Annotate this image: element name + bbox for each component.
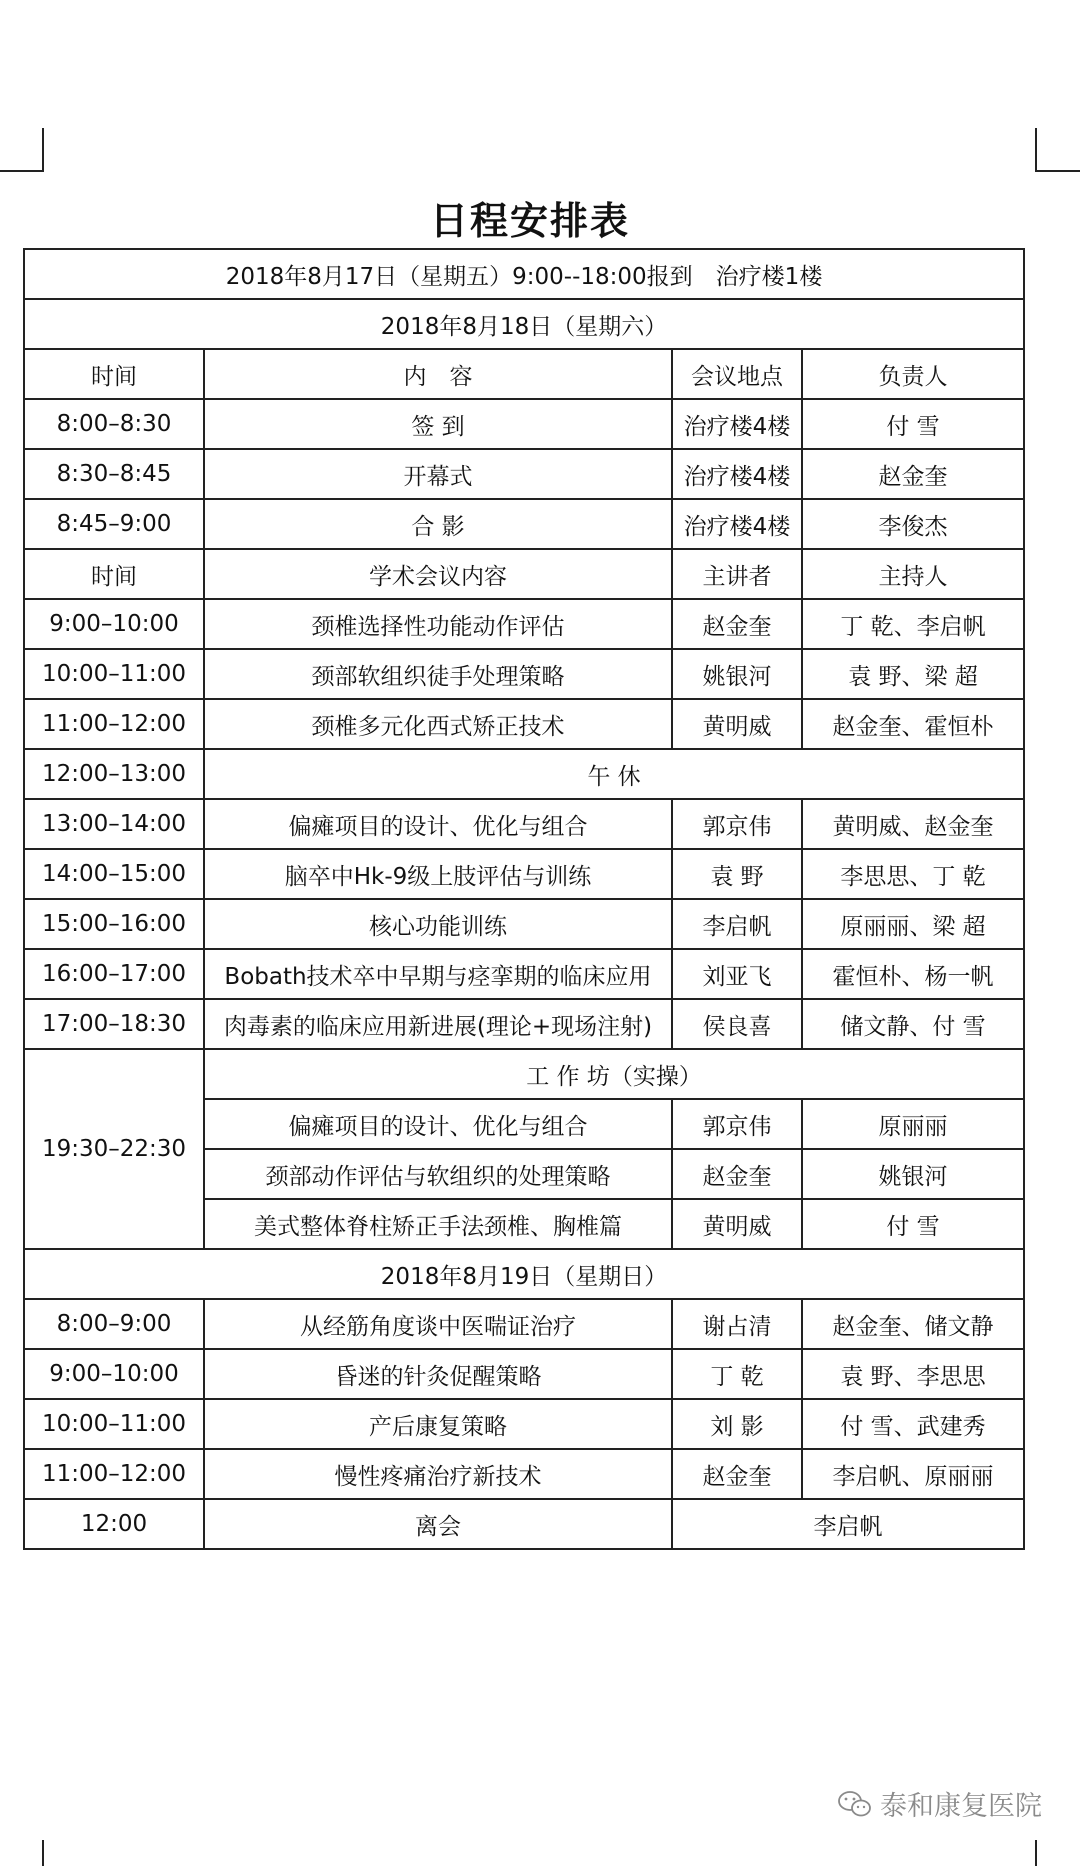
content-cell: 开幕式 — [204, 449, 672, 499]
person-cell: 李俊杰 — [802, 499, 1024, 549]
content-cell: 从经筋角度谈中医喘证治疗 — [204, 1299, 672, 1349]
table-row — [24, 999, 1024, 1049]
host-cell: 袁 野、梁 超 — [802, 649, 1024, 699]
content-cell: 签 到 — [204, 399, 672, 449]
table-row — [24, 449, 1024, 499]
host-cell: 付 雪、武建秀 — [802, 1399, 1024, 1449]
speaker-cell: 李启帆 — [672, 899, 802, 949]
registration-info: 2018年8月17日（星期五）9:00--18:00报到 治疗楼1楼 — [24, 249, 1024, 299]
header-place: 会议地点 — [672, 349, 802, 399]
time-cell: 8:30–8:45 — [24, 449, 204, 499]
content-cell: 合 影 — [204, 499, 672, 549]
academic-header-row — [24, 549, 1024, 599]
content-cell: 偏瘫项目的设计、优化与组合 — [204, 799, 672, 849]
time-cell: 17:00–18:30 — [24, 999, 204, 1049]
time-cell: 10:00–11:00 — [24, 1399, 204, 1449]
page-title: 日程安排表 — [429, 199, 630, 243]
content-cell: 颈部动作评估与软组织的处理策略 — [204, 1149, 672, 1199]
watermark-text: 泰和康复医院 — [880, 1791, 1042, 1822]
host-cell: 黄明威、赵金奎 — [802, 799, 1024, 849]
lunch-row — [24, 749, 1024, 799]
table-row — [24, 699, 1024, 749]
closing-person: 李启帆 — [672, 1499, 1024, 1549]
table-row — [24, 899, 1024, 949]
table-row — [24, 799, 1024, 849]
table-row — [24, 499, 1024, 549]
host-cell: 赵金奎、霍恒朴 — [802, 699, 1024, 749]
time-cell: 12:00–13:00 — [24, 749, 204, 799]
time-cell: 12:00 — [24, 1499, 204, 1549]
speaker-cell: 姚银河 — [672, 649, 802, 699]
crop-mark-bottom-left — [0, 1840, 44, 1866]
host-cell: 赵金奎、储文静 — [802, 1299, 1024, 1349]
time-cell: 16:00–17:00 — [24, 949, 204, 999]
host-cell: 原丽丽 — [802, 1099, 1024, 1149]
speaker-cell: 赵金奎 — [672, 1149, 802, 1199]
content-cell: 慢性疼痛治疗新技术 — [204, 1449, 672, 1499]
schedule-table — [23, 248, 1025, 1550]
crop-mark-bottom-right — [1035, 1840, 1080, 1866]
speaker-cell: 郭京伟 — [672, 1099, 802, 1149]
table-row — [24, 399, 1024, 449]
watermark — [838, 1784, 1042, 1823]
content-cell: 颈部软组织徒手处理策略 — [204, 649, 672, 699]
time-cell: 13:00–14:00 — [24, 799, 204, 849]
header-speaker: 主讲者 — [672, 549, 802, 599]
closing-label: 离会 — [204, 1499, 672, 1549]
speaker-cell: 黄明威 — [672, 699, 802, 749]
content-cell: 核心功能训练 — [204, 899, 672, 949]
time-cell: 8:00–8:30 — [24, 399, 204, 449]
speaker-cell: 赵金奎 — [672, 599, 802, 649]
time-cell: 9:00–10:00 — [24, 1349, 204, 1399]
host-cell: 袁 野、李思思 — [802, 1349, 1024, 1399]
content-cell: 昏迷的针灸促醒策略 — [204, 1349, 672, 1399]
table-row — [24, 949, 1024, 999]
header-time: 时间 — [24, 549, 204, 599]
person-cell: 付 雪 — [802, 399, 1024, 449]
host-cell: 李启帆、原丽丽 — [802, 1449, 1024, 1499]
wechat-icon — [838, 1790, 872, 1818]
time-cell: 14:00–15:00 — [24, 849, 204, 899]
header-host: 主持人 — [802, 549, 1024, 599]
content-cell: 肉毒素的临床应用新进展(理论+现场注射) — [204, 999, 672, 1049]
table-row — [24, 1399, 1024, 1449]
table-row — [24, 1349, 1024, 1399]
speaker-cell: 郭京伟 — [672, 799, 802, 849]
host-cell: 储文静、付 雪 — [802, 999, 1024, 1049]
opening-header-row — [24, 349, 1024, 399]
time-cell: 9:00–10:00 — [24, 599, 204, 649]
table-row — [24, 849, 1024, 899]
time-cell: 8:45–9:00 — [24, 499, 204, 549]
table-row — [24, 599, 1024, 649]
time-cell: 11:00–12:00 — [24, 1449, 204, 1499]
place-cell: 治疗楼4楼 — [672, 399, 802, 449]
time-cell: 15:00–16:00 — [24, 899, 204, 949]
table-row — [24, 1299, 1024, 1349]
host-cell: 付 雪 — [802, 1199, 1024, 1249]
content-cell: Bobath技术卒中早期与痉挛期的临床应用 — [204, 949, 672, 999]
speaker-cell: 谢占清 — [672, 1299, 802, 1349]
host-cell: 姚银河 — [802, 1149, 1024, 1199]
closing-row — [24, 1499, 1024, 1549]
header-content: 内 容 — [204, 349, 672, 399]
day2-date-row — [24, 1249, 1024, 1299]
speaker-cell: 袁 野 — [672, 849, 802, 899]
time-cell: 11:00–12:00 — [24, 699, 204, 749]
time-cell: 10:00–11:00 — [24, 649, 204, 699]
time-cell: 8:00–9:00 — [24, 1299, 204, 1349]
place-cell: 治疗楼4楼 — [672, 499, 802, 549]
speaker-cell: 赵金奎 — [672, 1449, 802, 1499]
content-cell: 脑卒中Hk-9级上肢评估与训练 — [204, 849, 672, 899]
day1-date: 2018年8月18日（星期六） — [24, 299, 1024, 349]
table-row — [24, 1449, 1024, 1499]
speaker-cell: 刘亚飞 — [672, 949, 802, 999]
crop-mark-top-right — [1035, 128, 1080, 172]
person-cell: 赵金奎 — [802, 449, 1024, 499]
table-row — [24, 649, 1024, 699]
content-cell: 美式整体脊柱矫正手法颈椎、胸椎篇 — [204, 1199, 672, 1249]
host-cell: 李思思、丁 乾 — [802, 849, 1024, 899]
crop-mark-top-left — [0, 128, 44, 172]
content-cell: 偏瘫项目的设计、优化与组合 — [204, 1099, 672, 1149]
host-cell: 霍恒朴、杨一帆 — [802, 949, 1024, 999]
speaker-cell: 丁 乾 — [672, 1349, 802, 1399]
day1-date-row — [24, 299, 1024, 349]
workshop-title: 工 作 坊（实操） — [204, 1049, 1024, 1099]
host-cell: 原丽丽、梁 超 — [802, 899, 1024, 949]
speaker-cell: 黄明威 — [672, 1199, 802, 1249]
day2-date: 2018年8月19日（星期日） — [24, 1249, 1024, 1299]
content-cell: 颈椎选择性功能动作评估 — [204, 599, 672, 649]
content-cell: 颈椎多元化西式矫正技术 — [204, 699, 672, 749]
registration-row — [24, 249, 1024, 299]
workshop-time: 19:30–22:30 — [24, 1049, 204, 1249]
header-time: 时间 — [24, 349, 204, 399]
workshop-title-row — [24, 1049, 1024, 1099]
lunch-label: 午 休 — [204, 749, 1024, 799]
speaker-cell: 侯良喜 — [672, 999, 802, 1049]
header-academic-content: 学术会议内容 — [204, 549, 672, 599]
host-cell: 丁 乾、李启帆 — [802, 599, 1024, 649]
place-cell: 治疗楼4楼 — [672, 449, 802, 499]
speaker-cell: 刘 影 — [672, 1399, 802, 1449]
content-cell: 产后康复策略 — [204, 1399, 672, 1449]
header-person: 负责人 — [802, 349, 1024, 399]
